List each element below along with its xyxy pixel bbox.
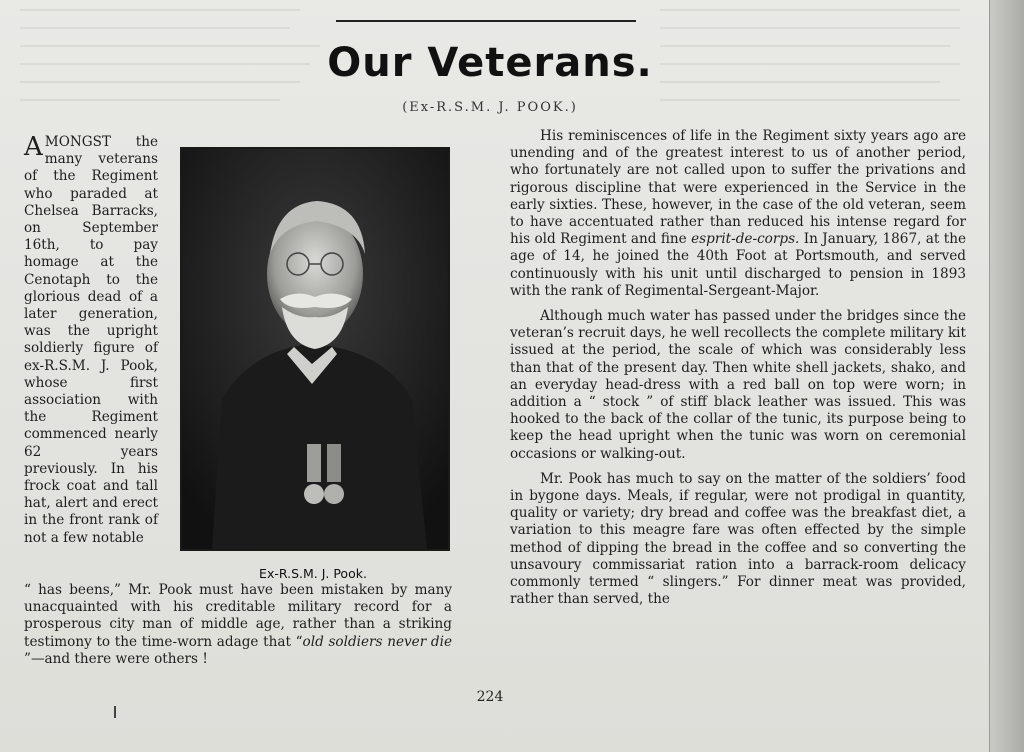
margin-mark: [114, 706, 116, 718]
left-column-text: MONGST the many veterans of the Regiment who paraded at Chelsea Barracks, on September 16th, to pay homage at the Cenotaph to the glorious dead of a later generation, was the upright soldierly figure of ex-R.S.M. J. Pook, whose first association with the Regiment commenced nearly 62 years previously. In his frock coat and tall hat, alert and erect in the front rank of not a few notable: [24, 134, 158, 546]
veteran-photo: [180, 147, 450, 551]
left-column: [24, 134, 158, 547]
page-subtitle: (Ex-R.S.M. J. POOK.): [402, 100, 578, 115]
right-column: [510, 128, 966, 616]
page-title: Our Veterans.: [327, 40, 653, 86]
paragraph-food: Mr. Pook has much to say on the matter of the soldiers’ food in bygone days. Meals, if regular, were not prodigal in quantity, quality or variety; dry bread and coffee was the breakfast diet, a variation to this meagre fare was often effected by the simple method of dipping the bread in the coffee and so converting the unsavoury commissariat ration into a barrack-room delicacy commonly termed “ slingers.” For dinner meat was provided, rather than served, the: [510, 470, 966, 608]
p1-text-2: In January, 1867, at the age of 14, he joined the 40th Foot at Portsmouth, and served continuously with his unit until discharged to pension in 1893 with the rank of Regimental-Sergeant-Major.: [510, 231, 966, 299]
page-number: 224: [476, 689, 504, 705]
p1-italic: esprit-de-corps.: [691, 231, 800, 248]
paragraph-reminiscences: [510, 128, 966, 300]
top-rule: [336, 20, 636, 22]
p1-text-1: His reminiscences of life in the Regiment sixty years ago are unending and of the greatest interest to us of another period, who fortunately are not called upon to suffer the privations and rigorous discipline that were experienced in the Service in the early sixties. These, however, in the case of the old veteran, seem to have accentuated rather than reduced his intense regard for his old Regiment and fine: [510, 128, 966, 248]
paragraph-kit: Although much water has passed under the bridges since the veteran’s recruit days, he well recollects the complete military kit issued at the period, the scale of which was considerably less than that of the present day. Then white shell jackets, shako, and an everyday head-dress with a red ball on top were worn; in addition a “ stock ” of stiff black leather was issued. This was hooked to the back of the collar of the tunic, its purpose being to keep the head upright when the tunic was worn on ceremonial occasions or walking-out.: [510, 308, 966, 462]
portrait-graphic: [182, 149, 448, 549]
page-edge: [989, 0, 1024, 752]
photo-caption: Ex-R.S.M. J. Pook.: [259, 566, 367, 581]
drop-cap: A: [24, 132, 43, 162]
continuation-text-1: “ has beens,” Mr. Pook must have been mistaken by many unacquainted with his creditable military record for a prosperous city man of middle age, rather than a striking testimony to the time-worn adage that “: [24, 582, 452, 650]
left-continuation: [24, 582, 452, 668]
continuation-text-2: ”—and there were others !: [24, 650, 208, 667]
continuation-italic: old soldiers never die: [302, 633, 452, 650]
